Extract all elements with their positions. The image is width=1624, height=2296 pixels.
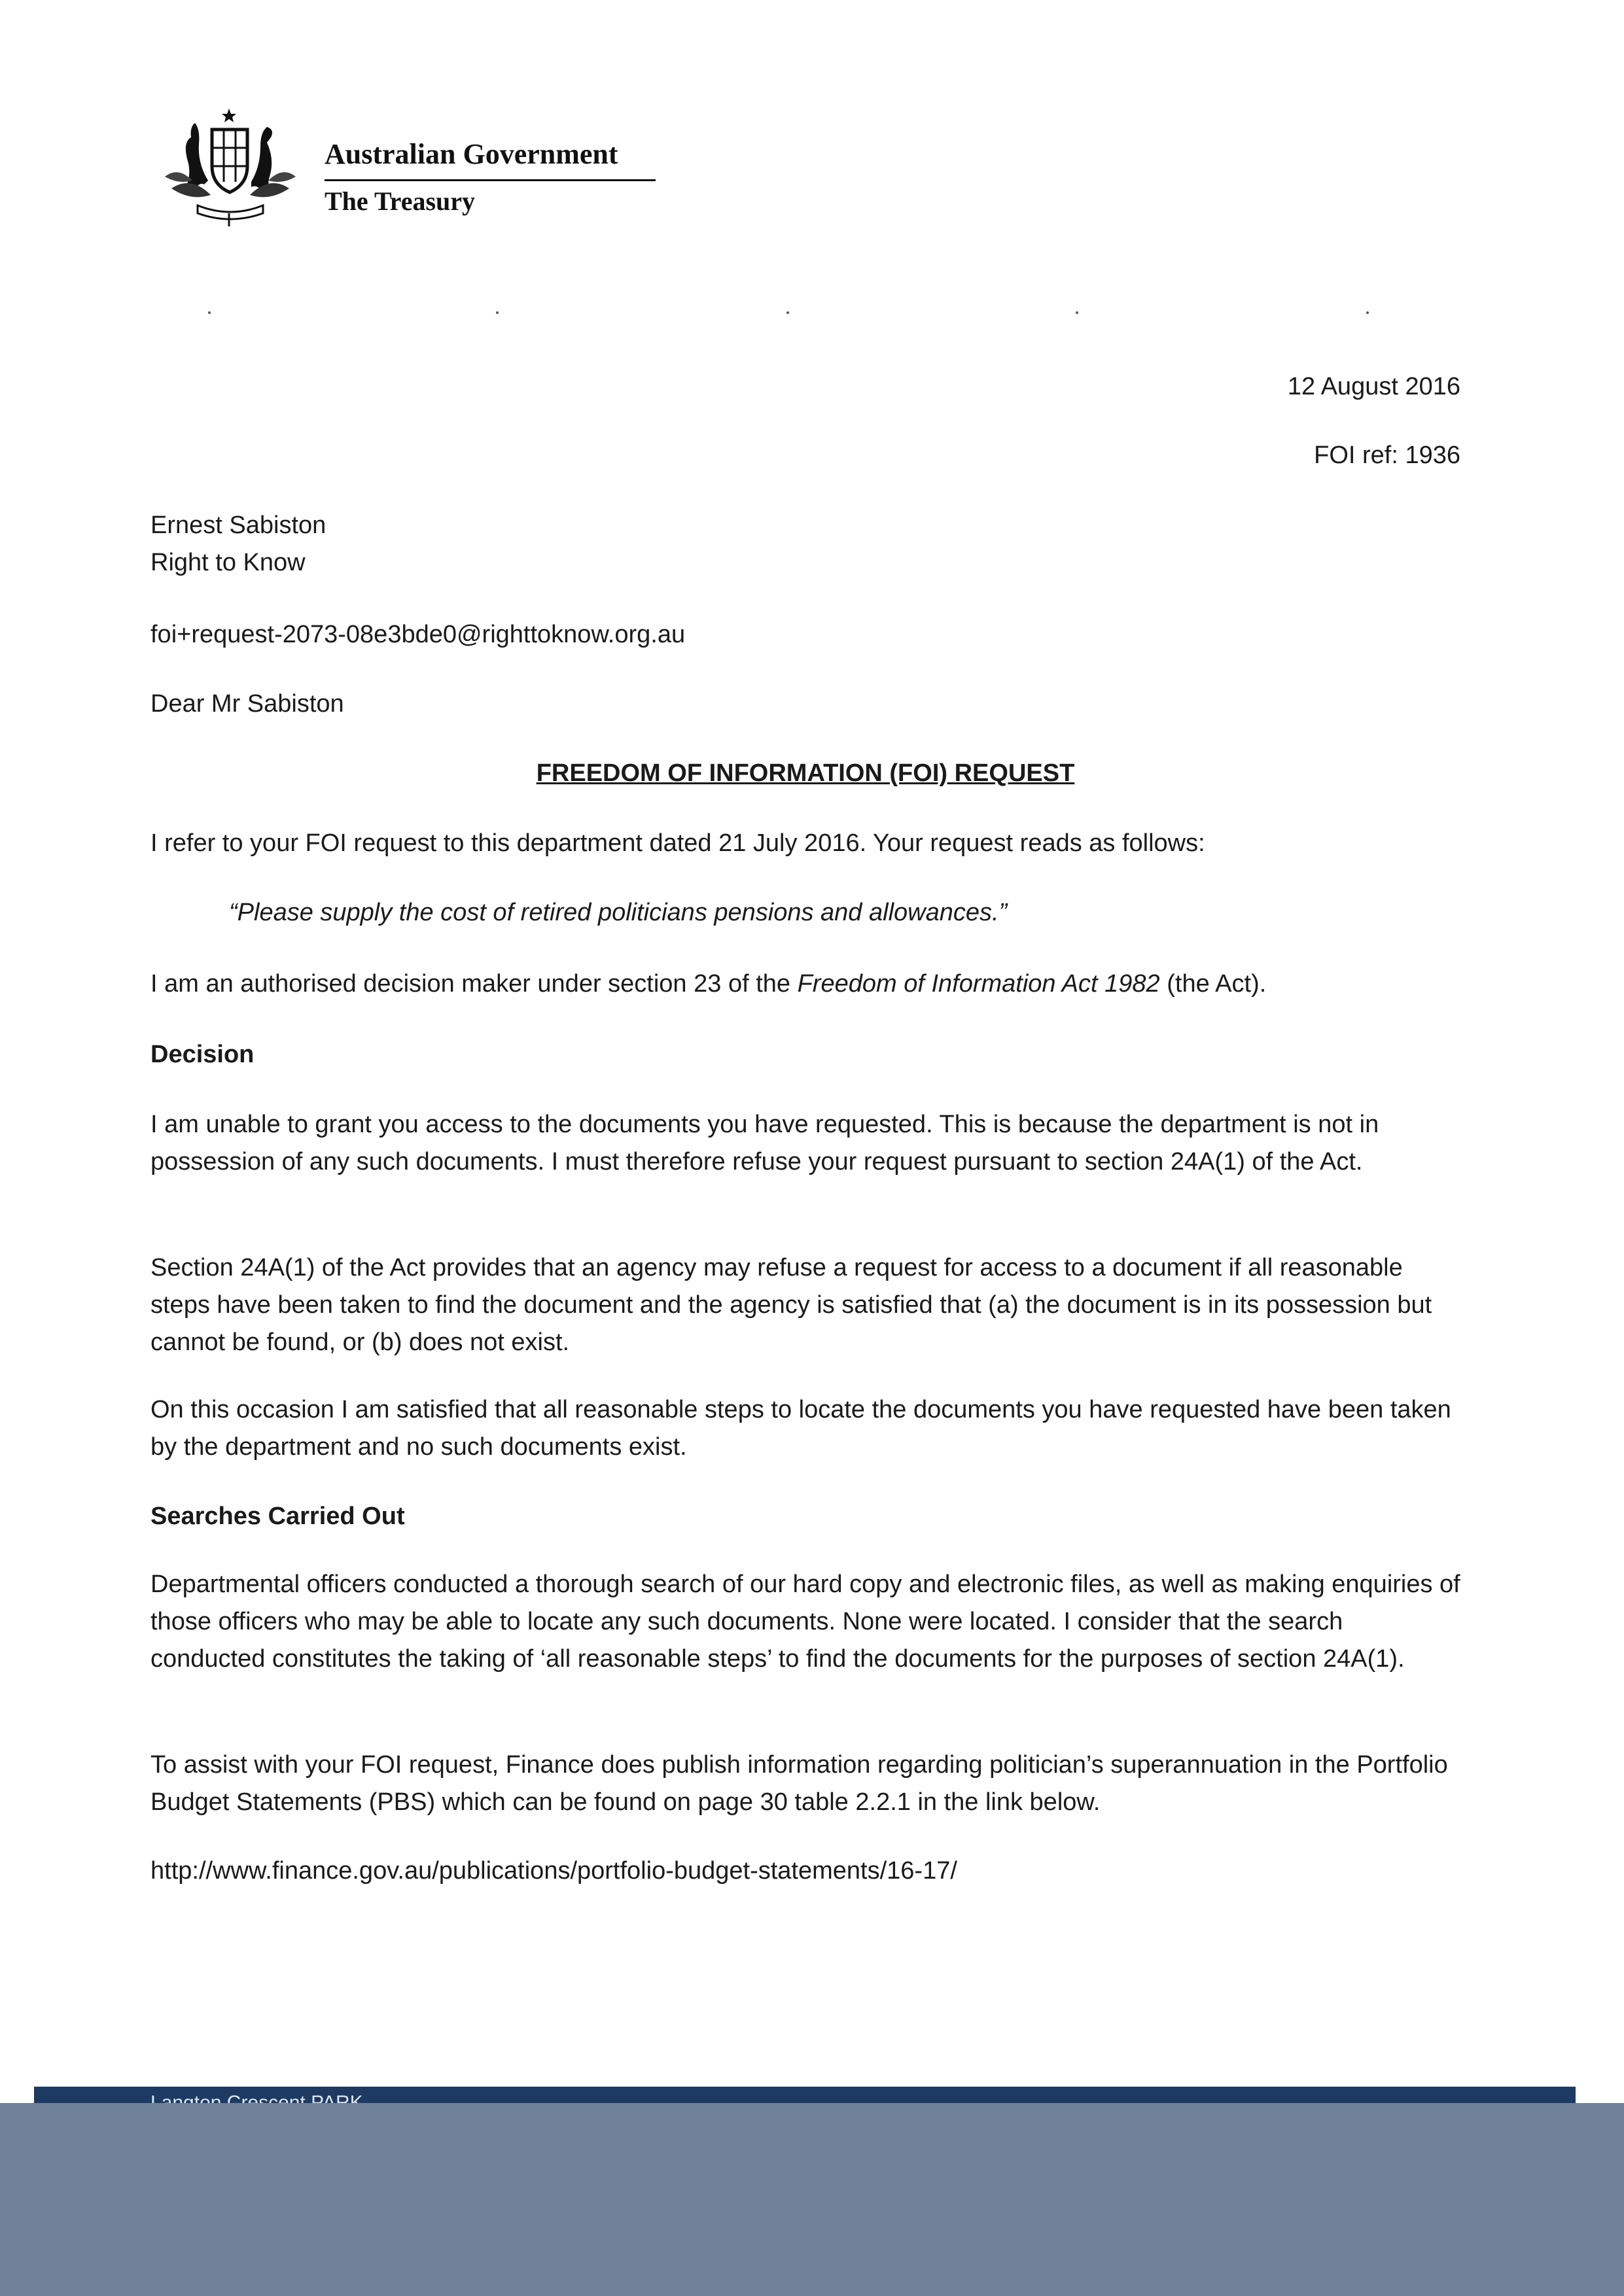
finance-pbs-link[interactable]: http://www.finance.gov.au/publications/portfolio-budget-statements/16-17/ [150,1857,957,1885]
letterhead-divider [325,179,656,181]
authority-text-before: I am an authorised decision maker under section 23 of the [150,970,798,998]
decision-paragraph-2: Section 24A(1) of the Act provides that an agency may refuse a request for access to a document if all reasonable steps have been taken to find the document and the agency is satisfied that (a) the document is in its possession but cannot be found, or (b) does not exist. [150,1254,1432,1356]
authority-text-after: (the Act). [1159,970,1267,998]
scan-dot-marks [208,311,1373,317]
request-quote: “Please supply the cost of retired politicians pensions and allowances.” [229,899,1008,926]
decision-paragraph-1: I am unable to grant you access to the documents you have requested. This is because the department is not in possession of any such documents. I must therefore refuse your request pursuant to section 24A(1) of the Act. [150,1111,1379,1175]
government-name: Australian Government [325,138,618,170]
foi-reference: FOI ref: 1936 [1314,442,1460,469]
redaction-overlay [0,2103,1624,2296]
recipient-email: foi+request-2073-08e3bde0@righttoknow.org.au [150,621,686,648]
searches-paragraph-2: To assist with your FOI request, Finance does publish information regarding politician’s superannuation in the Portfolio Budget Statements (PBS) which can be found on page 30 table 2.2.1 in the link below. [150,1751,1448,1816]
salutation: Dear Mr Sabiston [150,690,344,718]
recipient-organisation: Right to Know [150,549,306,576]
searches-paragraph-1: Departmental officers conducted a thorough search of our hard copy and electronic files, as well as making enquiries of those officers who may be able to locate any such documents. None were located. I consider that the search conducted constitutes the taking of ‘all reasonable steps’ to find the documents for the purposes of section 24A(1). [150,1571,1460,1673]
commonwealth-coat-of-arms-icon [152,103,309,228]
intro-paragraph: I refer to your FOI request to this department dated 21 July 2016. Your request reads as follows: [150,829,1205,857]
decision-heading: Decision [150,1041,255,1068]
authority-paragraph [150,965,1460,1003]
decision-paragraph-3: On this occasion I am satisfied that all reasonable steps to locate the documents you have requested have been taken by the department and no such documents exist. [150,1396,1451,1461]
letterhead [152,103,669,228]
letter-date: 12 August 2016 [1287,373,1460,400]
recipient-name: Ernest Sabiston [150,512,327,539]
act-name: Freedom of Information Act 1982 [797,970,1160,998]
searches-heading: Searches Carried Out [150,1503,405,1530]
letter-title: FREEDOM OF INFORMATION (FOI) REQUEST [536,759,1075,787]
department-name: The Treasury [325,186,476,216]
